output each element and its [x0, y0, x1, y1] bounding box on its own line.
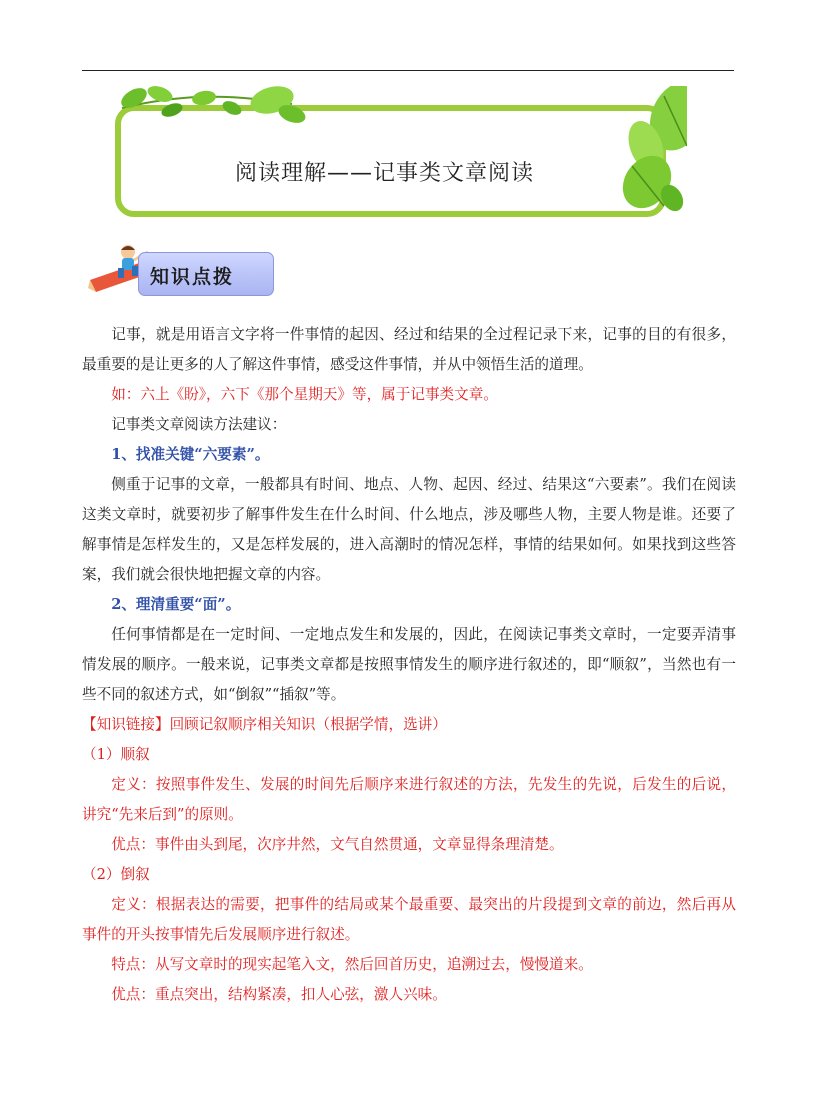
knowledge-link-line [82, 710, 736, 740]
example-line: 如：六上《盼》，六下《那个星期天》等，属于记事类文章。 [111, 386, 498, 403]
badge-label: 知识点拨 [150, 266, 235, 288]
knowledge-link-tag: 【知识链接】 [82, 716, 170, 733]
title-banner [112, 86, 687, 226]
section2-advantage: 优点：重点突出，结构紧凑，扣人心弦，激人兴味。 [111, 986, 447, 1003]
section2-definition: 定义：根据表达的需要，把事件的结局或某个最重要、最突出的片段提到文章的前边，然后再从事件的开头按事情先后发展顺序进行叙述。 [82, 896, 736, 943]
knowledge-link-text: 回顾记叙顺序相关知识（根据学情，选讲） [169, 716, 447, 733]
method-intro: 记事类文章阅读方法建议： [111, 416, 287, 433]
section1-definition: 定义：按照事件发生、发展的时间先后顺序来进行叙述的方法，先发生的先说，后发生的后说，讲究“先来后到”的原则。 [82, 776, 736, 823]
point2-paragraph: 任何事情都是在一定时间、一定地点发生和发展的，因此，在阅读记事类文章时，一定要弄清事情发展的顺序。一般来说，记事类文章都是按照事情发生的顺序进行叙述的，即“顺叙”，当然也有一些不同的叙述方式，如“倒叙”“插叙”等。 [82, 626, 736, 703]
page-title: 阅读理解——记事类文章阅读 [234, 161, 534, 186]
intro-paragraph: 记事，就是用语言文字将一件事情的起因、经过和结果的全过程记录下来，记事的目的有很多，最重要的是让更多的人了解这件事情，感受这件事情，并从中领悟生活的道理。 [82, 326, 736, 373]
point2-heading: 2、理清重要“面”。 [111, 596, 241, 613]
document-body [82, 320, 736, 1010]
point1-paragraph: 侧重于记事的文章，一般都具有时间、地点、人物、起因、经过、结果这“六要素”。我们在阅读这类文章时，就要初步了解事件发生在什么时间、什么地点，涉及哪些人物，主要人物是谁。还要了解事情是怎样发生的，又是怎样发展的，进入高潮时的情况怎样，事情的结果如何。如果找到这些答案，我们就会很快地把握文章的内容。 [82, 476, 736, 583]
section-badge [88, 242, 274, 304]
section2-heading: （2）倒叙 [82, 866, 150, 883]
section1-advantage: 优点：事件由头到尾，次序井然，文气自然贯通，文章显得条理清楚。 [111, 836, 564, 853]
section1-heading: （1）顺叙 [82, 746, 150, 763]
section2-feature: 特点：从写文章时的现实起笔入文，然后回首历史，追溯过去，慢慢道来。 [111, 956, 593, 973]
point1-heading: 1、找准关键“六要素”。 [111, 446, 270, 463]
header-rule [82, 70, 734, 71]
